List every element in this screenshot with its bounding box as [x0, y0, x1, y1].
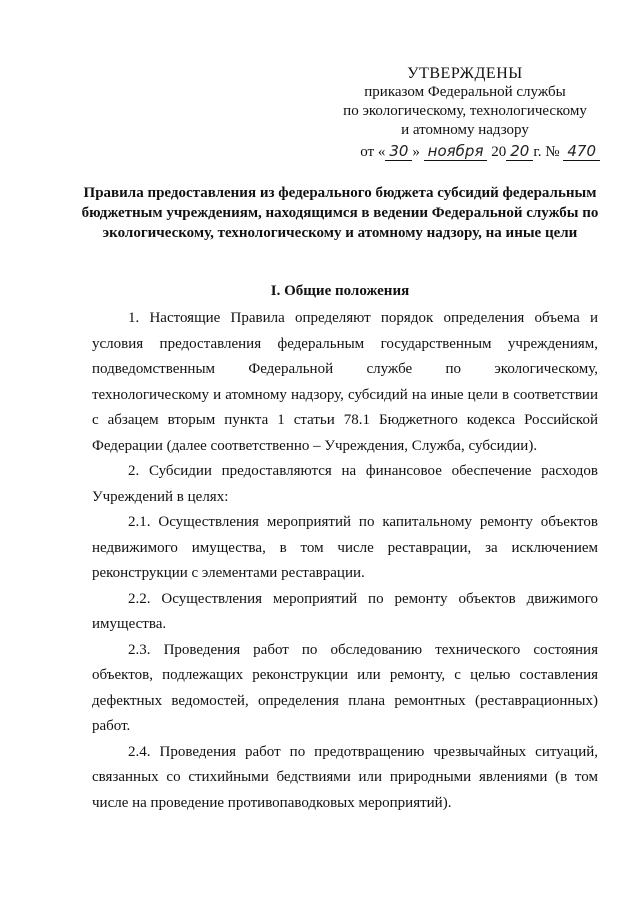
- paragraph-2: 2. Субсидии предоставляются на финансовое обеспечение расходов Учреждений в целях:: [92, 463, 598, 505]
- section-heading: I. Общие положения: [270, 283, 410, 299]
- date-mid: »: [412, 144, 420, 160]
- paragraph-2-2: 2.2. Осуществления мероприятий по ремонту объектов движимого имущества.: [92, 590, 598, 632]
- paragraph-2-4: 2.4. Проведения работ по предотвращению чрезвычайных ситуаций, связанных со стихийными бедствиями или природными явлениями (в том числе на проведение противопаводковых мероприятий).: [92, 743, 598, 811]
- order-number: 470: [563, 142, 600, 161]
- document-title: Правила предоставления из федерального бюджета субсидий федеральным бюджетным учреждениям, находящимся в ведении Федеральной службы по экологическому, технологическому и атомному надзору, на иные цели: [81, 185, 599, 241]
- document-body: [92, 306, 598, 816]
- approval-stamp: [320, 64, 610, 162]
- approval-heading: УТВЕРЖДЕНЫ: [407, 65, 523, 82]
- year-prefix: 20: [491, 144, 507, 160]
- paragraph-2-1: 2.1. Осуществления мероприятий по капитальному ремонту объектов недвижимого имущества, в том числе реставрации, за исключением реконструкции с элементами реставрации.: [92, 514, 598, 581]
- date-prefix: от «: [360, 144, 386, 160]
- paragraph-2-3: 2.3. Проведения работ по обследованию технического состояния объектов, подлежащих реконструкции или ремонту, с целью составления дефектных ведомостей, определения плана ремонтных (реставрационных) работ.: [92, 641, 598, 734]
- approval-line-1: приказом Федеральной службы: [364, 84, 566, 100]
- date-day: 30: [385, 142, 412, 161]
- approval-line-3: и атомному надзору: [401, 122, 529, 138]
- paragraph-1: 1. Настоящие Правила определяют порядок определения объема и условия предоставления федеральным государственным учреждениям, подведомственным Федеральной службе по экологическому, технологическому и атомному надзору, субсидий на иные цели в соответствии с абзацем вторым пункта 1 статьи 78.1 Бюджетного кодекса Российской Федерации (далее соответственно – Учреждения, Служба, субсидии).: [92, 310, 598, 454]
- approval-line-2: по экологическому, технологическому: [343, 103, 587, 119]
- date-month: ноября: [424, 142, 488, 161]
- year-label: г. №: [533, 144, 560, 160]
- approval-date-line: [320, 142, 610, 162]
- year-suffix: 20: [506, 142, 533, 161]
